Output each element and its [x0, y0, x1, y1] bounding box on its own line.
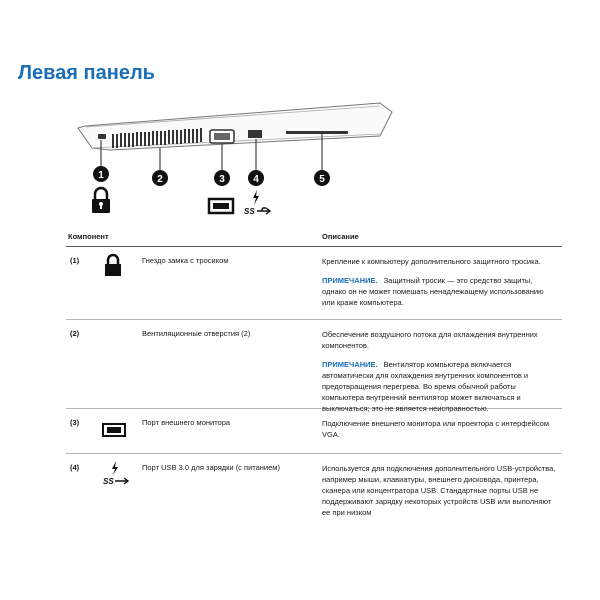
note-label: ПРИМЕЧАНИЕ.	[322, 360, 378, 369]
lock-slot	[98, 134, 106, 139]
table-row	[66, 320, 562, 413]
usb-port	[248, 130, 262, 138]
lock-icon	[102, 253, 124, 282]
row-number: (2)	[70, 329, 80, 338]
callout-1: 1	[98, 170, 104, 181]
svg-text:SS: SS	[244, 207, 255, 216]
table-row	[66, 409, 562, 454]
note	[322, 359, 558, 414]
laptop-side-diagram	[0, 0, 600, 230]
description-text: Подключение внешнего монитора или проектора с интерфейсом VGA.	[322, 419, 549, 439]
row-number: (4)	[70, 463, 80, 472]
components-table	[66, 230, 562, 532]
table-header	[66, 230, 562, 247]
callout-5: 5	[319, 174, 325, 185]
callout-2: 2	[157, 174, 163, 185]
svg-text:SS: SS	[103, 477, 114, 486]
usb-charging-icon	[102, 460, 130, 491]
table-row	[66, 247, 562, 320]
page-title: Левая панель	[18, 62, 155, 84]
note-label: ПРИМЕЧАНИЕ.	[322, 276, 378, 285]
table-row	[66, 454, 562, 532]
usb-charging-icon	[244, 190, 270, 216]
monitor-port-icon	[102, 423, 126, 442]
callout-badges	[93, 166, 330, 186]
component-name: Вентиляционные отверстия (2)	[142, 329, 251, 338]
component-name: Гнездо замка с тросиком	[142, 256, 229, 265]
row-number: (1)	[70, 256, 80, 265]
callout-3: 3	[219, 174, 225, 185]
callout-4: 4	[253, 174, 259, 185]
component-description	[322, 463, 558, 526]
note	[322, 275, 558, 308]
card-reader-slot	[286, 131, 348, 134]
note-text: Защитный тросик — это средство защиты, однако он не может помешать ненадлежащему использованию или краже компьютера.	[322, 276, 544, 307]
component-description	[322, 256, 558, 316]
header-description: Описание	[322, 232, 359, 241]
description-text: Используется для подключения дополнительного USB-устройства, например мыши, клавиатуры, внешнего дисковода, принтера, сканера или концентратора USB. Стандартные порты USB не поддерживают зарядку некоторых устройств USB или выполняют ее при низком	[322, 464, 556, 517]
row-number: (3)	[70, 418, 80, 427]
component-name: Порт внешнего монитора	[142, 418, 231, 427]
component-name: Порт USB 3.0 для зарядки (с питанием)	[142, 463, 280, 472]
note-text: Вентилятор компьютера включается автоматически для охлаждения внутренних компонентов и предотвращения перегрева. Во время обычной работы компьютера внутренний вентилятор может включаться и выключаться; это не является неисправностью.	[322, 360, 529, 413]
lock-icon	[92, 188, 110, 213]
monitor-port-icon	[209, 199, 233, 213]
description-text: Обеспечение воздушного потока для охлаждения внутренних компонентов.	[322, 330, 538, 350]
header-component: Компонент	[68, 232, 109, 241]
component-description	[322, 418, 558, 448]
description-text: Крепление к компьютеру дополнительного защитного тросика.	[322, 257, 541, 266]
